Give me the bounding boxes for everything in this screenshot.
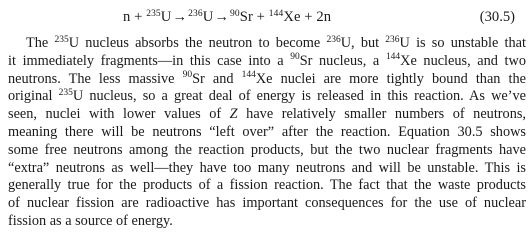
text-line: fission as a source of energy.: [8, 212, 173, 229]
text-line: some free neutrons among the reaction products, but the two nuclear fragments have: [8, 141, 526, 158]
mass-number: 235: [146, 8, 161, 19]
text-line: generally true for the products of a fission reaction. The fact that the waste products: [8, 177, 526, 194]
neutron-products: + 2n: [300, 9, 332, 25]
body-paragraph: [8, 35, 526, 231]
text-line: neutrons. The less massive $^{90}$Sr and $^{144}$Xe nuclei are more tightly bound than the: [8, 70, 526, 87]
text-line: The $^{235}$U nucleus absorbs the neutron to become $^{236}$U, but $^{236}$U is so unstable that: [26, 34, 526, 51]
plus-sign: +: [130, 9, 147, 25]
plus-sign: +: [252, 9, 269, 25]
element-symbol: Sr: [239, 9, 253, 25]
mass-number: 144: [268, 8, 284, 19]
mass-number: 236: [188, 8, 203, 19]
mass-number: 144: [385, 52, 401, 63]
mass-number: 90: [182, 70, 193, 81]
fission-equation: [123, 6, 331, 28]
element-symbol: U: [160, 9, 172, 25]
element-symbol: Xe: [283, 9, 301, 25]
text-line: of nuclear fission are radioactive has important consequences for the use of nuclear: [8, 195, 526, 212]
equation-row: [0, 6, 532, 28]
reaction-arrow: →: [214, 9, 230, 25]
mass-number: 144: [241, 70, 256, 81]
neutron-symbol: n: [123, 9, 131, 25]
mass-number: 90: [290, 52, 300, 63]
mass-number: 235: [54, 34, 69, 45]
mass-number: 236: [326, 34, 341, 45]
reaction-arrow: →: [172, 9, 188, 25]
text-line: meaning there will be neutrons “left over” after the reaction. Equation 30.5 shows: [8, 123, 526, 140]
variable-z: Z: [229, 106, 238, 123]
text-line: seen, nuclei with lower values of Z have relatively smaller numbers of neutrons,: [8, 106, 526, 123]
text-line: original $^{235}$U nucleus, so a great deal of energy is released in this reaction. As we’ve: [8, 87, 526, 105]
mass-number: 90: [230, 8, 240, 19]
mass-number: 235: [58, 87, 73, 98]
equation-number: (30.5): [479, 9, 515, 25]
element-symbol: U: [202, 9, 214, 25]
text-line: it immediately fragments—in this case into a $^{90}$Sr nucleus, a $^{144}$Xe nucleus, and two: [8, 52, 526, 69]
text-line: “extra” neutrons as well—they have too many neutrons and will be unstable. This is: [8, 159, 526, 176]
mass-number: 236: [385, 34, 400, 45]
